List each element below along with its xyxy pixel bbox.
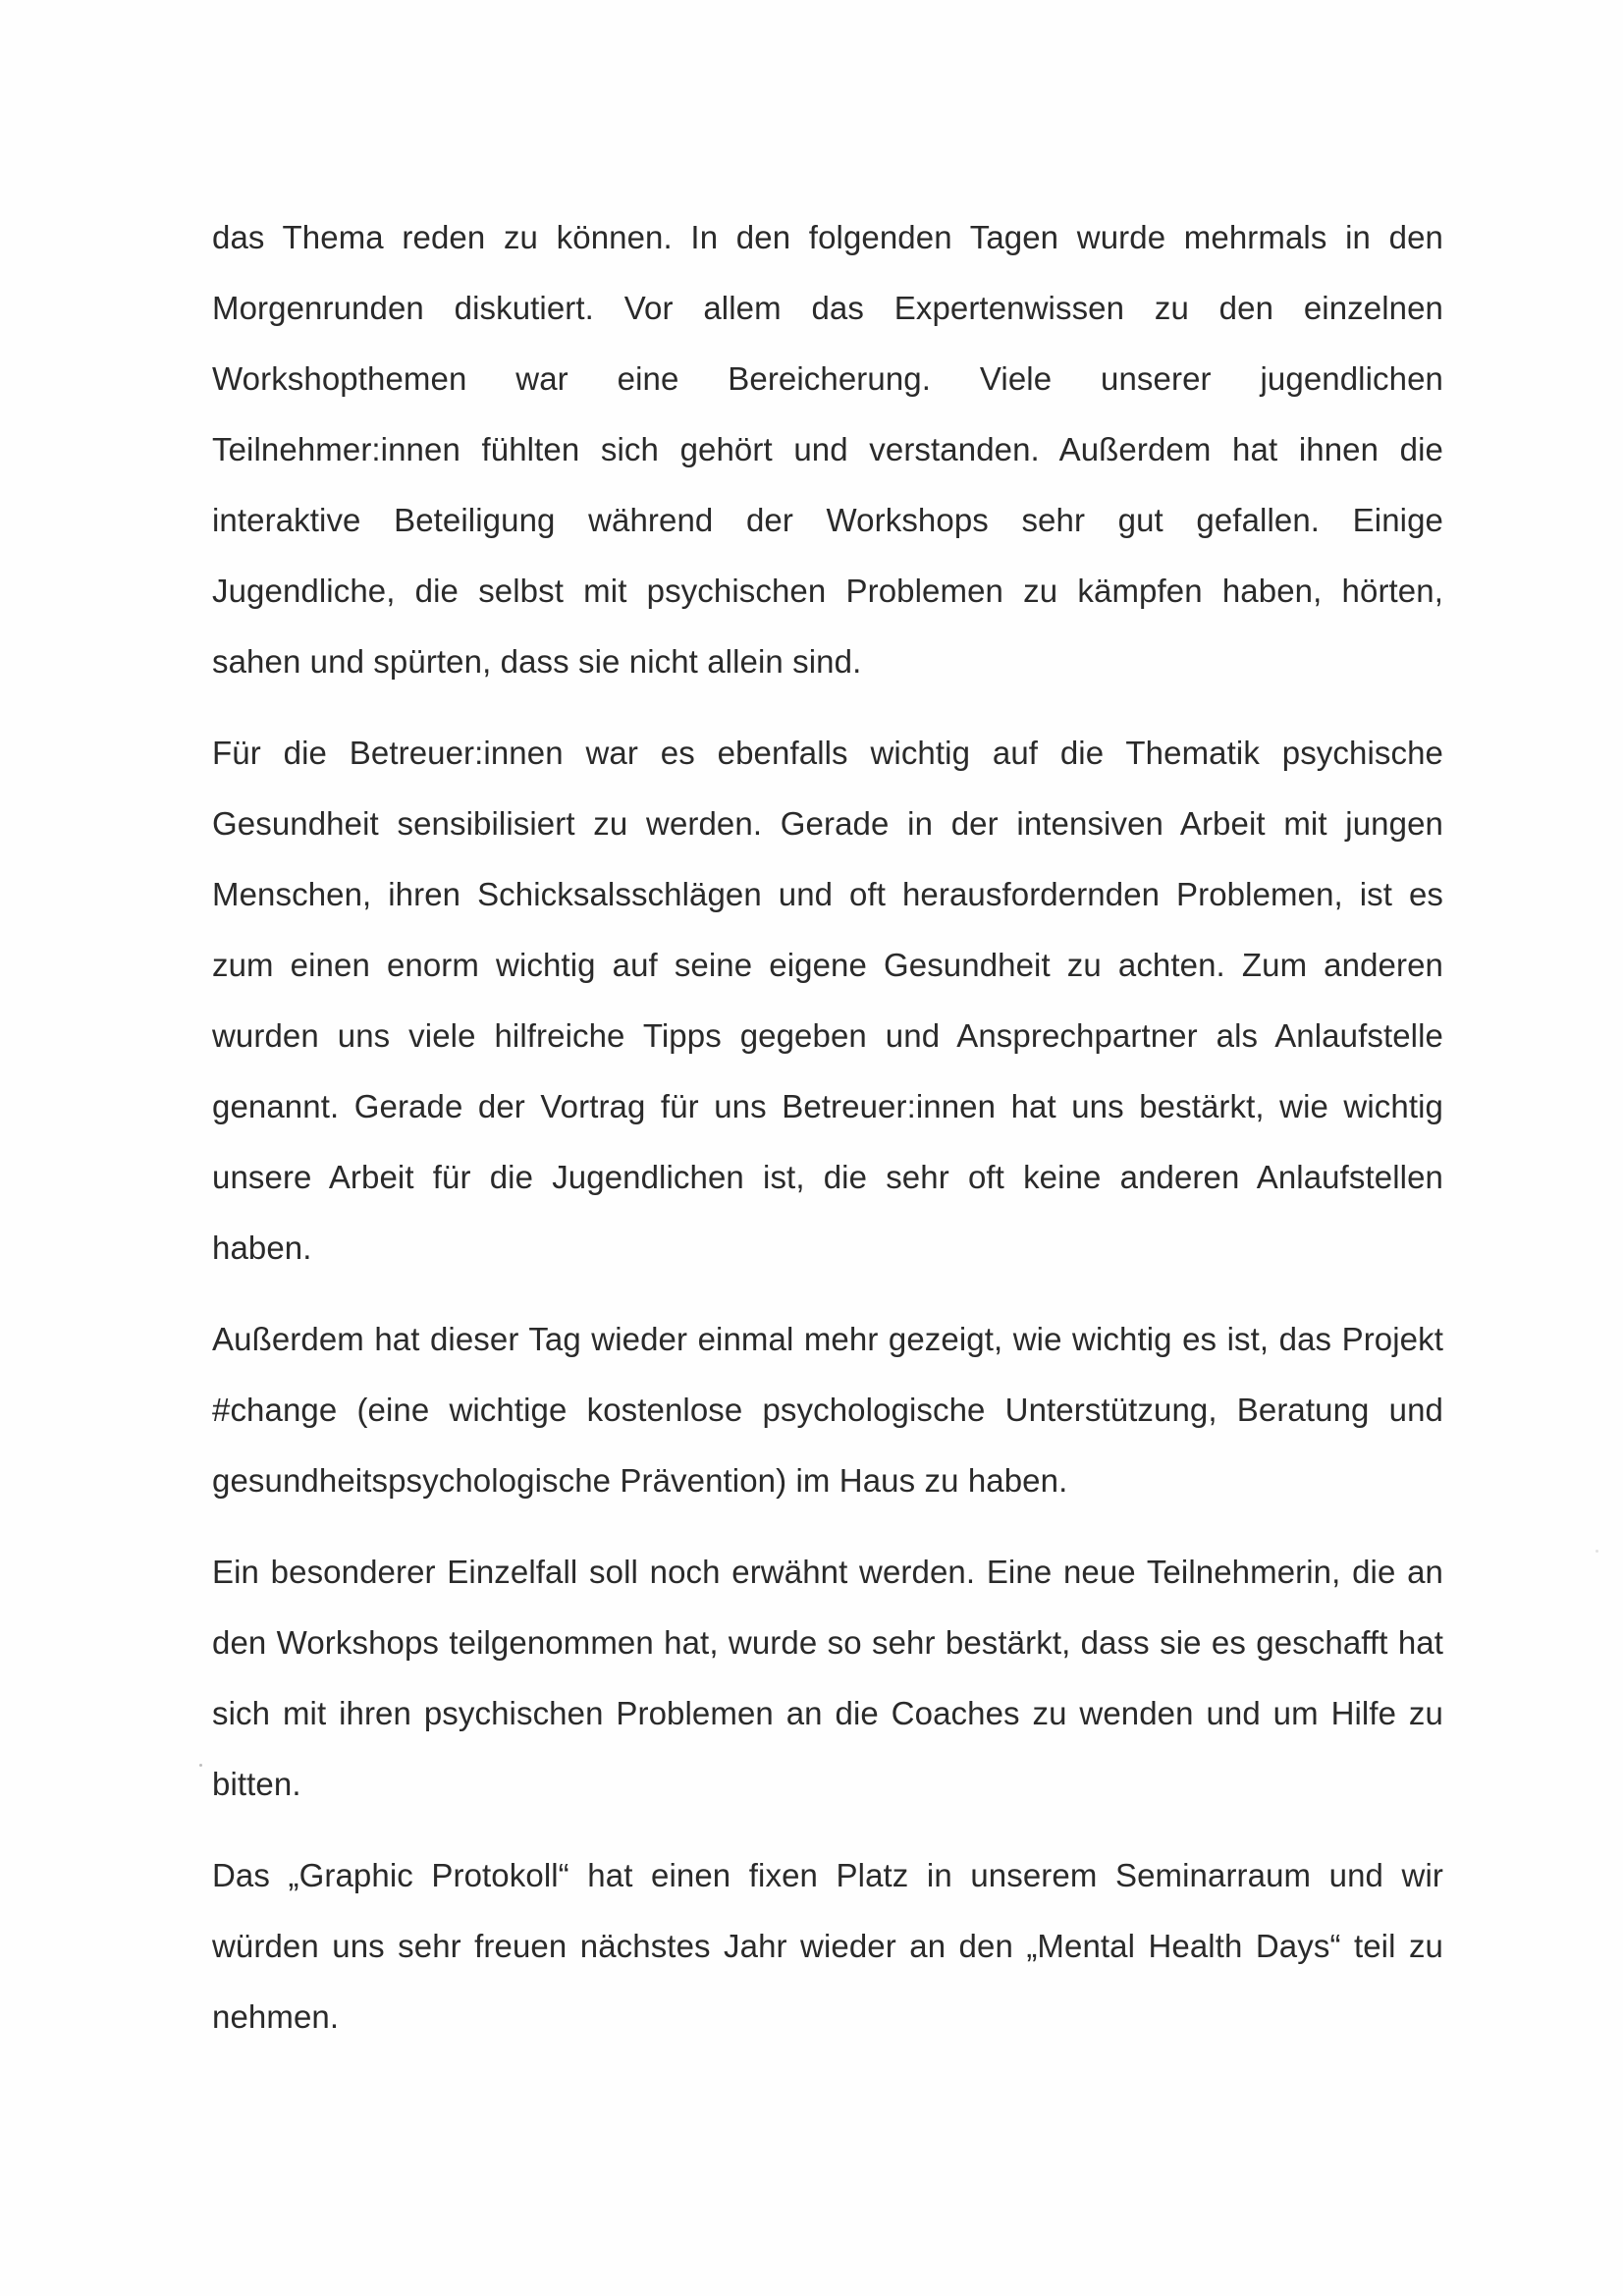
paragraph-individual-case: Ein besonderer Einzelfall soll noch erwähnt werden. Eine neue Teilnehmerin, die an den Workshops teilgenommen hat, wurde so sehr bestärkt, dass sie es geschafft hat sich mit ihren psychischen Problemen an die Coaches zu wenden und um Hilfe zu bitten. (212, 1554, 1443, 1802)
paragraph-project-change: Außerdem hat dieser Tag wieder einmal mehr gezeigt, wie wichtig es ist, das Projekt #change (eine wichtige kostenlose psychologische Unterstützung, Beratung und gesundheitspsychologische Prävention) im Haus zu haben. (212, 1321, 1443, 1499)
paragraph-caregivers: Für die Betreuer:innen war es ebenfalls wichtig auf die Thematik psychische Gesundheit sensibilisiert zu werden. Gerade in der intensiven Arbeit mit jungen Menschen, ihren Schicksalsschlägen und oft herausfordernden Problemen, ist es zum einen enorm wichtig auf seine eigene Gesundheit zu achten. Zum anderen wurden uns viele hilfreiche Tipps gegeben und Ansprechpartner als Anlaufstelle genannt. Gerade der Vortrag für uns Betreuer:innen hat uns bestärkt, wie wichtig unsere Arbeit für die Jugendlichen ist, die sehr oft keine anderen Anlaufstellen haben. (212, 735, 1443, 1266)
scan-speck (1596, 1550, 1598, 1553)
body-text (212, 202, 1443, 2073)
paragraph-closing: Das „Graphic Protokoll“ hat einen fixen Platz in unserem Seminarraum und wir würden uns sehr freuen nächstes Jahr wieder an den „Mental Health Days“ teil zu nehmen. (212, 1857, 1443, 2035)
scan-speck (199, 1764, 202, 1767)
paragraph-workshop-feedback: das Thema reden zu können. In den folgenden Tagen wurde mehrmals in den Morgenrunden diskutiert. Vor allem das Expertenwissen zu den einzelnen Workshopthemen war eine Bereicherung. Viele unserer jugendlichen Teilnehmer:innen fühlten sich gehört und verstanden. Außerdem hat ihnen die interaktive Beteiligung während der Workshops sehr gut gefallen. Einige Jugendliche, die selbst mit psychischen Problemen zu kämpfen haben, hörten, sahen und spürten, dass sie nicht allein sind. (212, 219, 1443, 680)
